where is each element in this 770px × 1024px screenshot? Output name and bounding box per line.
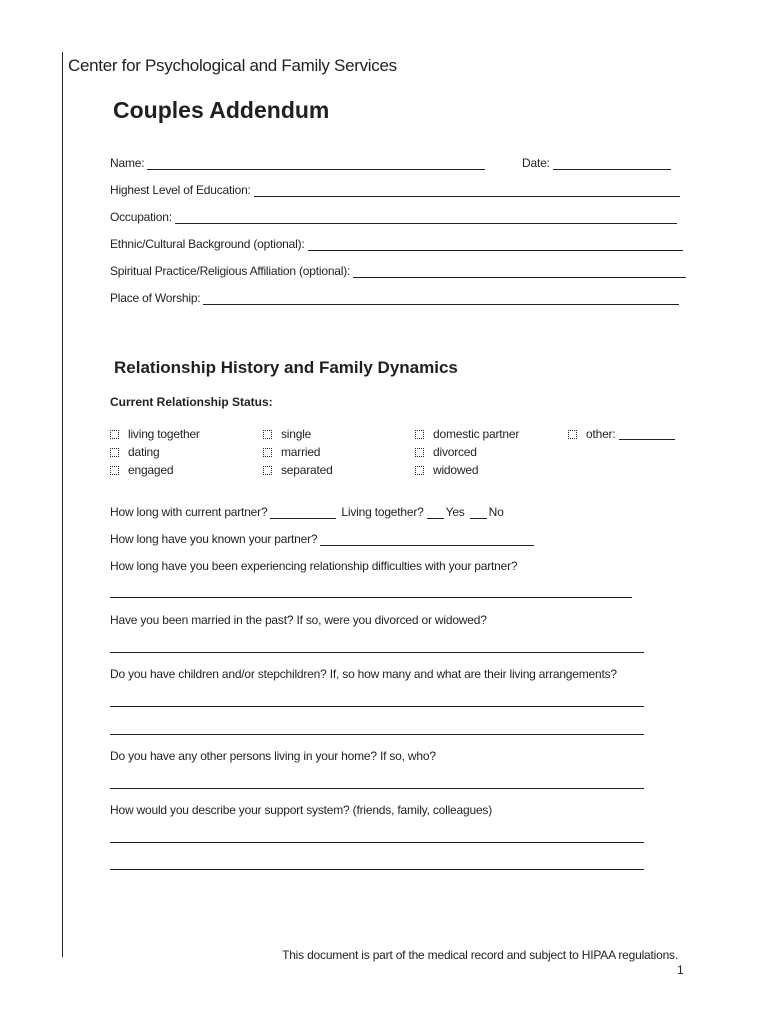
option-label: divorced: [433, 445, 477, 459]
option-divorced[interactable]: [415, 445, 477, 459]
children-answer-line[interactable]: [110, 734, 644, 735]
married-past-question: Have you been married in the past? If so, were you divorced or widowed?: [110, 613, 487, 627]
support-answer-line[interactable]: [110, 842, 644, 843]
education-label: Highest Level of Education:: [110, 183, 251, 197]
option-label: engaged: [128, 463, 174, 477]
option-label: dating: [128, 445, 160, 459]
option-other[interactable]: [568, 427, 675, 441]
occupation-field[interactable]: [110, 210, 677, 224]
checkbox[interactable]: [263, 430, 272, 439]
support-answer-line[interactable]: [110, 869, 644, 870]
spiritual-label: Spiritual Practice/Religious Affiliation (optional):: [110, 264, 351, 278]
option-label: living together: [128, 427, 200, 441]
ethnic-field[interactable]: [110, 237, 683, 251]
name-input[interactable]: [147, 158, 485, 170]
worship-field[interactable]: [110, 291, 679, 305]
known-field[interactable]: [110, 532, 534, 546]
children-answer-line[interactable]: [110, 706, 644, 707]
occupation-label: Occupation:: [110, 210, 172, 224]
ethnic-input[interactable]: [308, 239, 683, 251]
spiritual-field[interactable]: [110, 264, 686, 278]
hipaa-notice: This document is part of the medical record and subject to HIPAA regulations.: [282, 948, 678, 962]
others-home-question: Do you have any other persons living in your home? If so, who?: [110, 749, 436, 763]
known-input[interactable]: [320, 534, 534, 546]
married-past-answer-line[interactable]: [110, 652, 644, 653]
children-question: Do you have children and/or stepchildren? If, so how many and what are their living arrangements?: [110, 667, 617, 681]
how-long-row: [110, 505, 504, 519]
checkbox[interactable]: [110, 448, 119, 457]
status-subheading: Current Relationship Status:: [110, 395, 273, 409]
option-label: single: [281, 427, 312, 441]
option-separated[interactable]: [263, 463, 333, 477]
date-field[interactable]: [522, 156, 671, 170]
yes-label: Yes: [445, 505, 465, 519]
organization-name: Center for Psychological and Family Services: [68, 56, 397, 75]
education-field[interactable]: [110, 183, 680, 197]
checkbox[interactable]: [568, 430, 577, 439]
living-together-label: Living together?: [341, 505, 424, 519]
known-label: How long have you known your partner?: [110, 532, 318, 546]
option-dating[interactable]: [110, 445, 160, 459]
option-label: widowed: [433, 463, 479, 477]
name-field[interactable]: [110, 156, 485, 170]
difficulties-answer-line[interactable]: [110, 597, 632, 598]
name-label: Name:: [110, 156, 145, 170]
checkbox[interactable]: [415, 466, 424, 475]
option-living-together[interactable]: [110, 427, 200, 441]
checkbox[interactable]: [415, 448, 424, 457]
section-heading: Relationship History and Family Dynamics: [114, 358, 458, 377]
support-question: How would you describe your support system? (friends, family, colleagues): [110, 803, 493, 817]
option-widowed[interactable]: [415, 463, 478, 477]
option-label: married: [281, 445, 321, 459]
checkbox[interactable]: [263, 448, 272, 457]
option-label: separated: [281, 463, 333, 477]
ethnic-label: Ethnic/Cultural Background (optional):: [110, 237, 305, 251]
education-input[interactable]: [254, 185, 680, 197]
option-single[interactable]: [263, 427, 311, 441]
option-engaged[interactable]: [110, 463, 173, 477]
option-married[interactable]: [263, 445, 320, 459]
how-long-input[interactable]: [270, 507, 336, 519]
no-blank[interactable]: [470, 507, 487, 519]
form-title: Couples Addendum: [113, 97, 330, 123]
others-home-answer-line[interactable]: [110, 788, 644, 789]
yes-blank[interactable]: [427, 507, 444, 519]
date-label: Date:: [522, 156, 550, 170]
worship-label: Place of Worship:: [110, 291, 201, 305]
other-input[interactable]: [619, 428, 675, 440]
checkbox[interactable]: [415, 430, 424, 439]
worship-input[interactable]: [203, 293, 679, 305]
occupation-input[interactable]: [175, 212, 677, 224]
checkbox[interactable]: [110, 430, 119, 439]
margin-rule: [62, 52, 63, 957]
date-input[interactable]: [553, 158, 671, 170]
checkbox[interactable]: [263, 466, 272, 475]
no-label: No: [488, 505, 504, 519]
option-label: other:: [586, 427, 616, 441]
page-number: 1: [677, 963, 684, 977]
difficulties-question: How long have you been experiencing relationship difficulties with your partner?: [110, 559, 518, 573]
option-domestic-partner[interactable]: [415, 427, 519, 441]
option-label: domestic partner: [433, 427, 520, 441]
how-long-label: How long with current partner?: [110, 505, 268, 519]
spiritual-input[interactable]: [353, 266, 686, 278]
checkbox[interactable]: [110, 466, 119, 475]
